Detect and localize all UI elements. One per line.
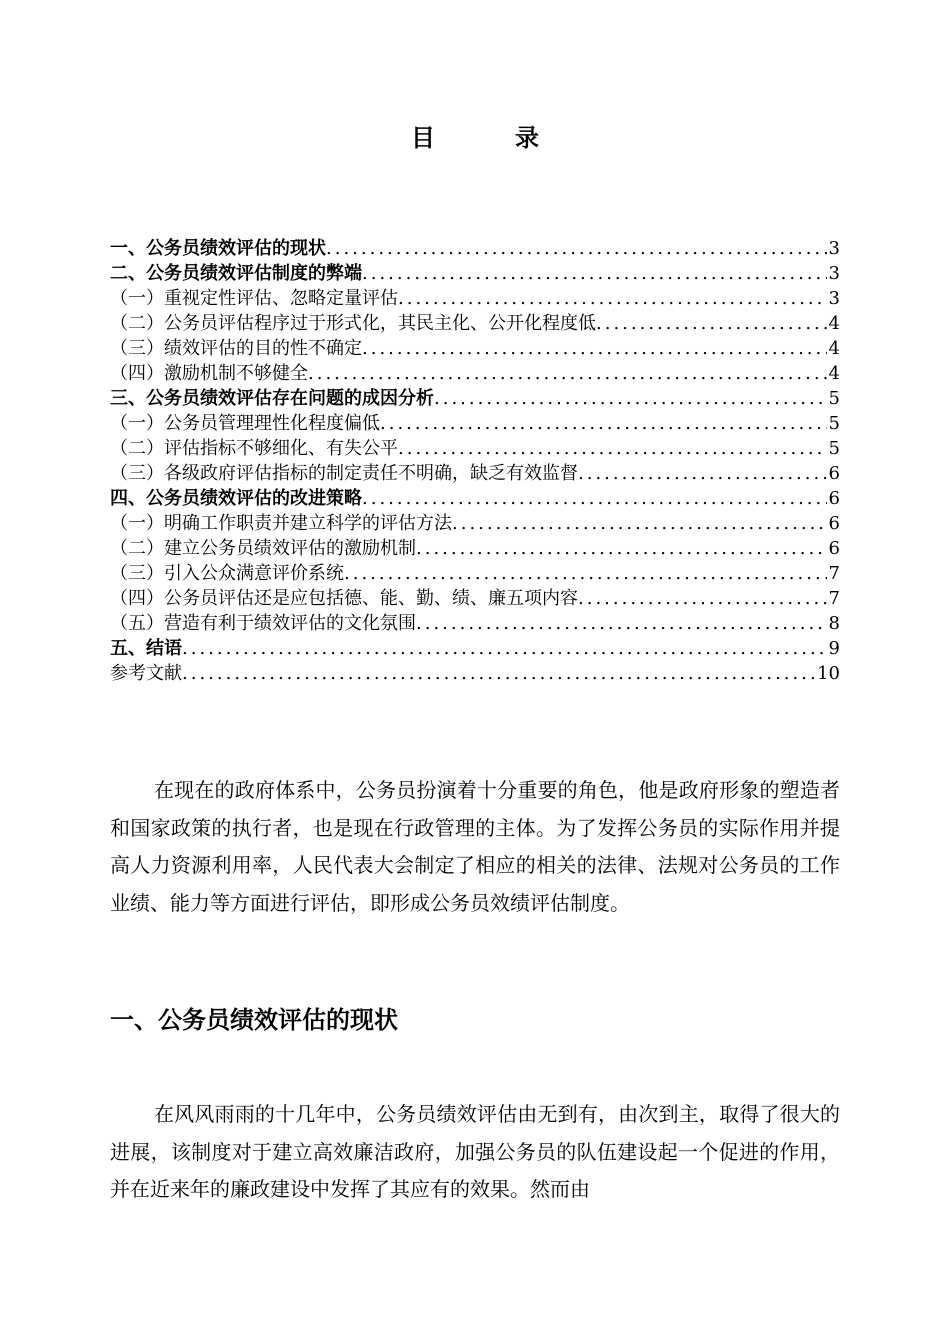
toc-entry-label: （四）公务员评估还是应包括德、能、勤、绩、廉五项内容 <box>110 588 578 609</box>
toc-dot-leader <box>326 236 827 261</box>
toc-page-number: 6 <box>828 463 840 484</box>
toc-entry-label: （三）绩效评估的目的性不确定 <box>110 338 362 359</box>
toc-entry[interactable] <box>110 461 840 486</box>
toc-dot-leader <box>362 336 827 361</box>
toc-dot-leader <box>596 311 827 336</box>
toc-entry-label: 四、公务员绩效评估的改进策略 <box>110 488 362 509</box>
toc-entry[interactable] <box>110 561 840 586</box>
toc-entry-label: 五、结语 <box>110 638 182 659</box>
toc-entry[interactable] <box>110 361 840 386</box>
toc-entry[interactable] <box>110 236 840 261</box>
toc-dot-leader <box>344 561 827 586</box>
toc-entry[interactable] <box>110 636 840 661</box>
toc-dot-leader <box>452 511 827 536</box>
intro-paragraph: 在现在的政府体系中，公务员扮演着十分重要的角色，他是政府形象的塑造者和国家政策的执行者，也是现在行政管理的主体。为了发挥公务员的实际作用并提高人力资源利用率，人民代表大会制定了相应的相关的法律、法规对公务员的工作业绩、能力等方面进行评估，即形成公务员效绩评估制度。 <box>110 778 840 915</box>
toc-page-number: 3 <box>828 238 840 259</box>
toc-entry-label: 一、公务员绩效评估的现状 <box>110 238 326 259</box>
toc-dot-leader <box>398 436 827 461</box>
toc-page-number: 8 <box>828 613 840 634</box>
toc-entry-label: （一）重视定性评估、忽略定量评估 <box>110 288 398 309</box>
toc-dot-leader <box>398 286 827 311</box>
toc-dot-leader <box>578 461 827 486</box>
toc-entry[interactable] <box>110 311 840 336</box>
toc-page-number: 5 <box>828 438 840 459</box>
toc-page-number: 4 <box>828 363 840 384</box>
toc-dot-leader <box>362 486 827 511</box>
toc-page-number: 7 <box>828 563 840 584</box>
toc-page-number: 9 <box>828 638 840 659</box>
toc-entry-label: 三、公务员绩效评估存在问题的成因分析 <box>110 388 434 409</box>
toc-dot-leader <box>182 636 827 661</box>
toc-entry[interactable] <box>110 336 840 361</box>
toc-entry[interactable] <box>110 586 840 611</box>
toc-page-number: 6 <box>828 538 840 559</box>
toc-entry[interactable] <box>110 611 840 636</box>
toc-entry-label: （二）建立公务员绩效评估的激励机制 <box>110 538 416 559</box>
toc-entry[interactable] <box>110 486 840 511</box>
toc-dot-leader <box>362 261 827 286</box>
section-heading: 一、公务员绩效评估的现状 <box>110 1005 398 1034</box>
toc-page-number: 6 <box>828 513 840 534</box>
toc-dot-leader <box>578 586 827 611</box>
toc-entry[interactable] <box>110 261 840 286</box>
toc-dot-leader <box>434 386 827 411</box>
toc-entry[interactable] <box>110 286 840 311</box>
toc-entry[interactable] <box>110 661 840 686</box>
toc-entry-label: （一）公务员管理理性化程度偏低 <box>110 413 380 434</box>
toc-page-number: 4 <box>828 338 840 359</box>
toc-entry-label: 参考文献 <box>110 663 182 684</box>
toc-page-number: 10 <box>817 663 840 684</box>
toc-page-number: 7 <box>828 588 840 609</box>
toc-entry-label: （二）评估指标不够细化、有失公平 <box>110 438 398 459</box>
toc-page-number: 5 <box>828 388 840 409</box>
toc-entry-label: （一）明确工作职责并建立科学的评估方法 <box>110 513 452 534</box>
toc-page-number: 3 <box>828 288 840 309</box>
toc-entry-label: （四）激励机制不够健全 <box>110 363 308 384</box>
toc-entry[interactable] <box>110 411 840 436</box>
toc-entry[interactable] <box>110 536 840 561</box>
toc-entry[interactable] <box>110 386 840 411</box>
toc-entry-label: （五）营造有利于绩效评估的文化氛围 <box>110 613 416 634</box>
toc-entry[interactable] <box>110 511 840 536</box>
toc-dot-leader <box>308 361 827 386</box>
toc-title: 目 录 <box>411 123 567 152</box>
section-paragraph: 在风风雨雨的十几年中，公务员绩效评估由无到有，由次到主，取得了很大的进展，该制度对于建立高效廉洁政府，加强公务员的队伍建设起一个促进的作用，并在近来年的廉政建设中发挥了其应有的效果。然而由 <box>110 1102 840 1201</box>
toc-entry-label: （三）引入公众满意评价系统 <box>110 563 344 584</box>
toc-page-number: 6 <box>828 488 840 509</box>
toc-entry-label: 二、公务员绩效评估制度的弊端 <box>110 263 362 284</box>
toc-dot-leader <box>416 611 827 636</box>
toc-dot-leader <box>416 536 827 561</box>
toc-page-number: 4 <box>828 313 840 334</box>
toc-page-number: 3 <box>828 263 840 284</box>
toc-page-number: 5 <box>828 413 840 434</box>
toc-entry-label: （二）公务员评估程序过于形式化，其民主化、公开化程度低 <box>110 313 596 334</box>
toc-entry-label: （三）各级政府评估指标的制定责任不明确，缺乏有效监督 <box>110 463 578 484</box>
table-of-contents <box>110 236 840 686</box>
toc-entry[interactable] <box>110 436 840 461</box>
toc-dot-leader <box>380 411 827 436</box>
toc-dot-leader <box>182 661 815 686</box>
